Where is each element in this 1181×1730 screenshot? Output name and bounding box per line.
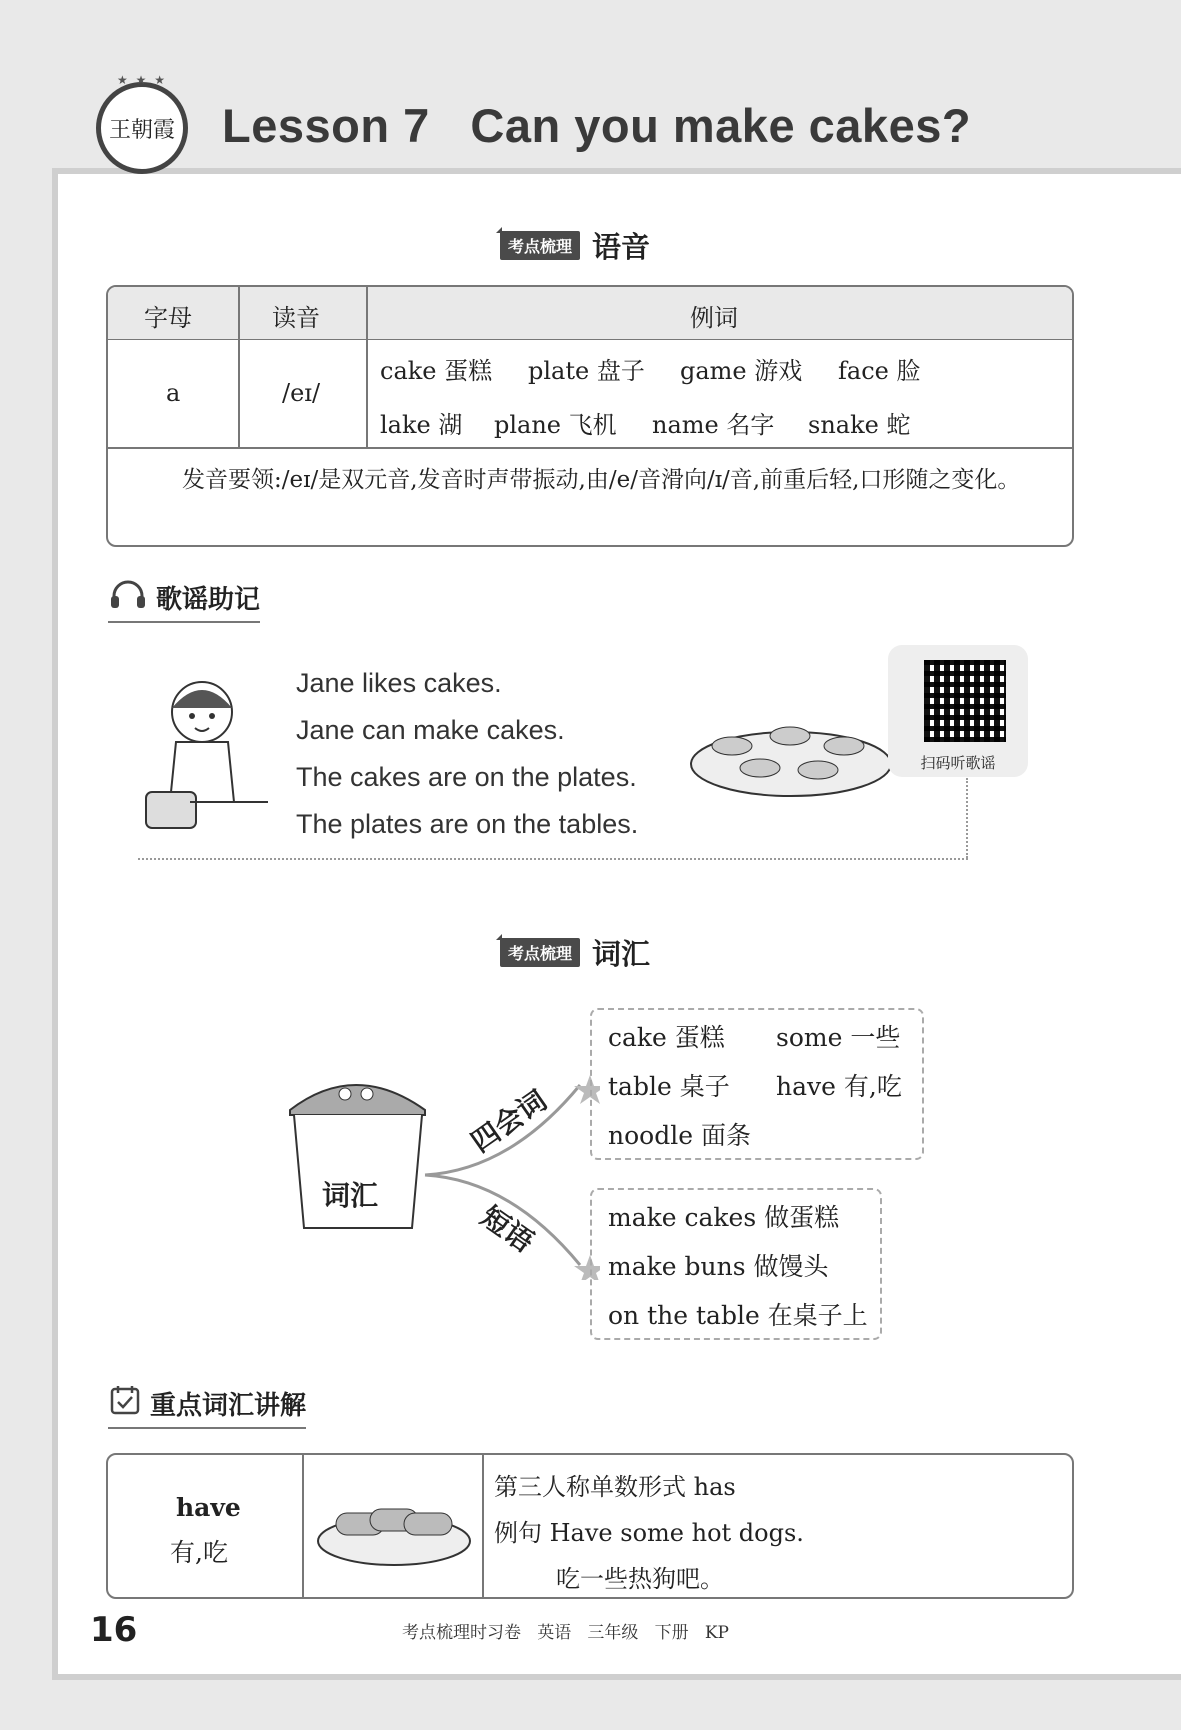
chant-header xyxy=(108,578,260,617)
key-words-title: 重点词汇讲解 xyxy=(150,1391,307,1421)
branch-label-phrases: 短语 xyxy=(474,1199,540,1259)
vocab-word: have 有,吃 xyxy=(776,1072,902,1101)
vocab-word: some 一些 xyxy=(776,1023,901,1052)
example-word: game 游戏 xyxy=(680,357,803,385)
publisher-logo: ★ ★ ★ 王朝霞 xyxy=(96,82,188,174)
headphones-icon xyxy=(108,578,148,617)
sound-value: /eɪ/ xyxy=(282,379,321,407)
dotted-divider xyxy=(966,778,968,858)
mindmap-center-label: 词汇 xyxy=(322,1179,379,1212)
chant-title: 歌谣助记 xyxy=(156,585,261,615)
vocab-word: noodle 面条 xyxy=(608,1121,751,1150)
vocab-word: cake 蛋糕 xyxy=(608,1023,725,1052)
example-word: lake 湖 xyxy=(380,411,463,439)
section-title: 词汇 xyxy=(592,937,651,971)
vocab-section-header xyxy=(500,932,650,973)
section-tag: 考点梳理 xyxy=(500,231,580,260)
vocab-mindmap-lines xyxy=(280,1000,600,1280)
hot-dogs-illustration xyxy=(314,1483,474,1573)
key-words-header xyxy=(108,1384,306,1423)
vocab-phrase: make buns 做馒头 xyxy=(608,1252,829,1281)
phonics-section-header xyxy=(500,225,650,266)
calendar-check-icon xyxy=(108,1384,142,1423)
chant-line: Jane likes cakes. xyxy=(296,668,502,698)
example-word: snake 蛇 xyxy=(808,411,911,439)
section-title: 语音 xyxy=(592,230,651,264)
example-word: name 名字 xyxy=(652,411,775,439)
branch-label-words: 四会词 xyxy=(464,1083,553,1159)
chant-line: Jane can make cakes. xyxy=(296,715,565,745)
vocab-phrase: make cakes 做蛋糕 xyxy=(608,1203,840,1232)
vocab-word: table 桌子 xyxy=(608,1072,730,1101)
phonics-table xyxy=(106,285,1074,547)
table-header-row xyxy=(108,287,1072,340)
vocab-phrase: on the table 在桌子上 xyxy=(608,1301,868,1330)
example-word: face 脸 xyxy=(838,357,921,385)
dotted-divider xyxy=(138,858,968,860)
qr-code-icon[interactable] xyxy=(924,660,1006,742)
header-letter: 字母 xyxy=(144,304,192,332)
example-word: plane 飞机 xyxy=(494,411,617,439)
letter-value: a xyxy=(166,379,181,407)
lesson-title: Lesson 7 Can you make cakes? xyxy=(222,99,972,152)
header-sound: 读音 xyxy=(272,304,320,332)
key-word-table xyxy=(106,1453,1074,1599)
example-word: cake 蛋糕 xyxy=(380,357,493,385)
key-word: have xyxy=(176,1493,241,1522)
section-tag: 考点梳理 xyxy=(500,938,580,967)
key-word-line: 第三人称单数形式 has xyxy=(494,1473,736,1501)
pronunciation-note: 发音要领:/eɪ/是双元音,发音时声带振动,由/e/音滑向/ɪ/音,前重后轻,口形随之变化。 xyxy=(182,467,1021,493)
footer-text: 考点梳理时习卷 英语 三年级 下册 KP xyxy=(402,1623,729,1643)
example-word: plate 盘子 xyxy=(528,357,645,385)
header-examples: 例词 xyxy=(690,304,738,332)
chant-line: The plates are on the tables. xyxy=(296,809,639,839)
key-word-meaning: 有,吃 xyxy=(170,1538,228,1567)
girl-baking-illustration xyxy=(140,672,270,842)
qr-label: 扫码听歌谣 xyxy=(920,754,996,772)
plate-of-cakes-illustration xyxy=(686,712,896,808)
chant-line: The cakes are on the plates. xyxy=(296,762,637,792)
key-word-line: 例句 Have some hot dogs. xyxy=(494,1519,804,1547)
page-number: 16 xyxy=(90,1610,138,1650)
key-word-line: 吃一些热狗吧。 xyxy=(556,1565,724,1593)
